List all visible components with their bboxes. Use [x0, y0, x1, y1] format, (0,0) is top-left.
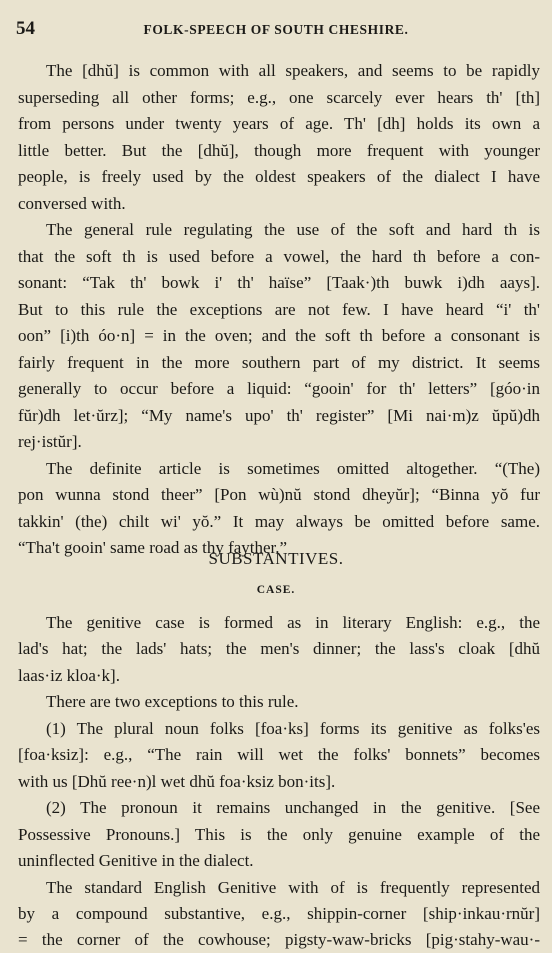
text-line: takkin' (the) chilt wi' yŏ.” It may always be omitted before same. [18, 512, 540, 531]
text-line: from persons under twenty years of age. Th' [dh] holds its own a [18, 114, 540, 133]
text-line: lad's hat; the lads' hats; the men's dinner; the lass's cloak [dhŭ [18, 639, 540, 658]
text-line: superseding all other forms; e.g., one scarcely ever hears th' [th] [18, 88, 540, 107]
text-line: [foa·ksiz]: e.g., “The rain will wet the folks' bonnets” becomes [18, 745, 540, 764]
text-line: by a compound substantive, e.g., shippin-corner [ship·inkau·rnŭr] [18, 904, 540, 923]
text-line: (1) The plural noun folks [foa·ks] forms its genitive as folks'es [46, 719, 540, 738]
text-line: little better. But the [dhŭ], though more frequent with younger [18, 141, 540, 160]
text-line: oon” [i)th óo·n] = in the oven; and the soft th before a consonant is [18, 326, 540, 345]
page-number: 54 [16, 18, 35, 39]
text-line: rej·istŭr]. [18, 432, 82, 451]
text-line: laas·iz kloa·k]. [18, 666, 120, 685]
text-line: = the corner of the cowhouse; pigsty-waw-bricks [pig·stahy-wau·- [18, 930, 540, 949]
text-line: Possessive Pronouns.] This is the only genuine example of the [18, 825, 540, 844]
text-line: with us [Dhŭ ree·n)l wet dhŭ foa·ksiz bon·its]. [18, 772, 336, 791]
text-line: that the soft th is used before a vowel, the hard th before a con- [18, 247, 540, 266]
text-line: fairly frequent in the more southern part of my district. It seems [18, 353, 540, 372]
text-line: There are two exceptions to this rule. [46, 692, 299, 711]
text-line: conversed with. [18, 194, 126, 213]
text-line: generally to occur before a liquid: “gooin' for th' letters” [góo·in [18, 379, 540, 398]
running-title: FOLK-SPEECH OF SOUTH CHESHIRE. [143, 22, 409, 37]
subsection-heading: CASE. [256, 584, 296, 596]
text-line: (2) The pronoun it remains unchanged in the genitive. [See [46, 798, 540, 817]
text-line: The genitive case is formed as in literary English: e.g., the [46, 613, 540, 632]
text-line: pon wunna stond theer” [Pon wù)nŭ stond dheyŭr]; “Binna yŏ fur [18, 485, 540, 504]
text-line: The standard English Genitive with of is frequently represented [46, 878, 540, 897]
text-line: The definite article is sometimes omitted altogether. “(The) [46, 459, 540, 478]
text-line: “Tha't gooin' same road as thy fayther.” [18, 538, 288, 557]
section-heading: SUBSTANTIVES. [208, 549, 344, 568]
text-line: The general rule regulating the use of the soft and hard th is [46, 220, 540, 239]
text-line: sonant: “Tak th' bowk i' th' haïse” [Taak·)th buwk i)dh aays]. [18, 273, 540, 292]
text-line: The [dhŭ] is common with all speakers, and seems to be rapidly [46, 61, 540, 80]
text-line: people, is freely used by the oldest speakers of the dialect I have [18, 167, 540, 186]
text-line: fŭr)dh let·ŭrz]; “My name's upo' th' register” [Mi nai·m)z ŭpŭ)dh [18, 406, 540, 425]
text-line: But to this rule the exceptions are not few. I have heard “i' th' [18, 300, 540, 319]
page-header [16, 18, 536, 40]
text-line: uninflected Genitive in the dialect. [18, 851, 254, 870]
